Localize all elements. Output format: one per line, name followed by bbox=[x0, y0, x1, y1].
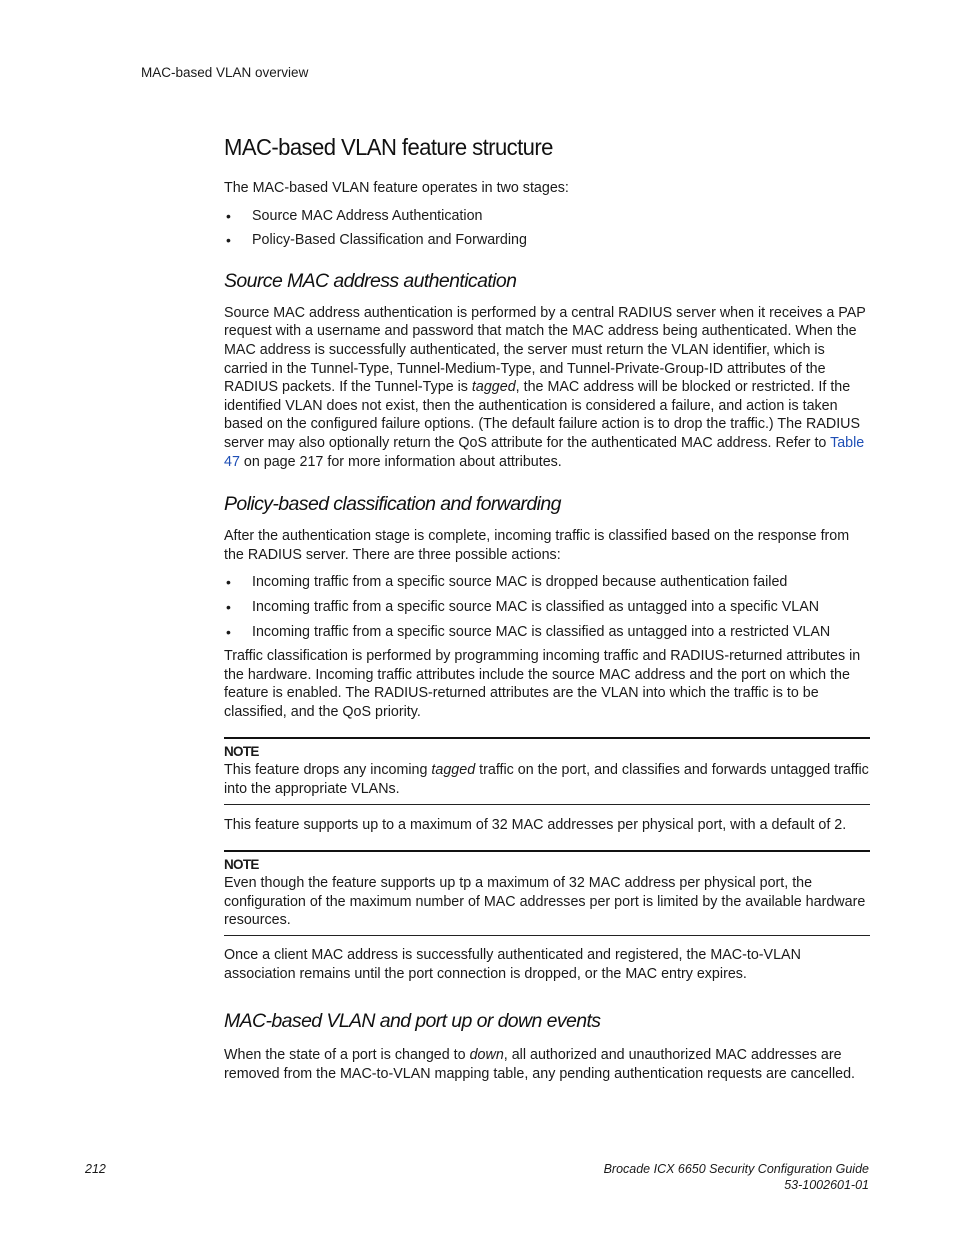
footer-info bbox=[604, 1162, 869, 1193]
events-text-emphasis: down bbox=[469, 1047, 504, 1064]
events-text-b: , all authorized and unauthorized MAC addresses are removed from the MAC-to-VLAN mapping table, any pending authentication requests are cancelled. bbox=[224, 1047, 856, 1082]
note-text bbox=[224, 761, 870, 798]
subsection-title-policy: Policy-based classification and forwarding bbox=[224, 493, 561, 516]
note-text-a: This feature drops any incoming bbox=[224, 762, 432, 779]
classification-paragraph: Traffic classification is performed by programming incoming traffic and RADIUS-returned attributes in the hardware. Incoming traffic attributes include the source MAC address and the port on which the feature is enabled. The RADIUS-returned attributes are the VLAN into which the traffic is to be classified, and the QoS priority. bbox=[224, 648, 861, 720]
note-text-emphasis: tagged bbox=[431, 762, 476, 779]
list-item: • Incoming traffic from a specific source MAC is dropped because authentication failed bbox=[224, 573, 870, 592]
note-box bbox=[224, 737, 870, 804]
subsection-title-auth: Source MAC address authentication bbox=[224, 269, 517, 292]
list-item: • Source MAC Address Authentication bbox=[224, 207, 870, 226]
running-header: MAC-based VLAN overview bbox=[141, 65, 309, 80]
events-paragraph bbox=[224, 1046, 870, 1083]
list-item: • Incoming traffic from a specific source MAC is classified as untagged into a restricted VLAN bbox=[224, 623, 870, 642]
actions-list bbox=[224, 573, 870, 641]
list-item: • Incoming traffic from a specific source MAC is classified as untagged into a specific VLAN bbox=[224, 598, 870, 617]
section-intro: The MAC-based VLAN feature operates in two stages: bbox=[224, 180, 569, 196]
section-title: MAC-based VLAN feature structure bbox=[224, 134, 553, 160]
note-box bbox=[224, 850, 870, 936]
page-content bbox=[224, 132, 870, 1083]
doc-number: 53-1002601-01 bbox=[784, 1177, 869, 1192]
note-text: Even though the feature supports up tp a maximum of 32 MAC address per physical port, the configuration of the maximum number of MAC addresses per port is limited by the available hardware resources. bbox=[224, 875, 866, 929]
list-item: • Policy-Based Classification and Forwarding bbox=[224, 231, 870, 250]
note-label: NOTE bbox=[224, 857, 259, 873]
note-text-b: traffic on the port, and classifies and forwards untagged traffic into the appropriate VLANs. bbox=[224, 762, 869, 798]
auth-paragraph bbox=[224, 304, 870, 471]
auth-text-b: , the MAC address will be blocked or restricted. If the identified VLAN does not exist, then the authentication is considered a failure, and action is taken based on the configured failure options. (The default failure action is to drop the traffic.) The RADIUS server may also optionally return the QoS attribute for the authenticated MAC address. Refer to bbox=[224, 379, 861, 451]
events-text-a: When the state of a port is changed to bbox=[224, 1047, 470, 1064]
guide-title: Brocade ICX 6650 Security Configuration Guide bbox=[603, 1162, 869, 1176]
auth-text-a: Source MAC address authentication is performed by a central RADIUS server when it receives a PAP request with a username and password that match the MAC address being authenticated. When the MAC address is successfully authenticated, the server must return the VLAN identifier, which is carried in the Tunnel-Type, Tunnel-Medium-Type, and Tunnel-Private-Group-ID attributes of the RADIUS packets. If the Tunnel-Type is bbox=[224, 304, 866, 396]
max-mac-paragraph: This feature supports up to a maximum of 32 MAC addresses per physical port, with a default of 2. bbox=[224, 816, 847, 833]
page-number: 212 bbox=[85, 1162, 106, 1176]
policy-intro: After the authentication stage is complete, incoming traffic is classified based on the response from the RADIUS server. There are three possible actions: bbox=[224, 528, 850, 563]
subsection-title-events: MAC-based VLAN and port up or down events bbox=[224, 1010, 601, 1033]
stages-list bbox=[224, 207, 870, 250]
registration-paragraph: Once a client MAC address is successfully authenticated and registered, the MAC-to-VLAN association remains until the port connection is dropped, or the MAC entry expires. bbox=[224, 947, 801, 982]
note-label: NOTE bbox=[224, 744, 259, 760]
table-47-link[interactable]: Table 47 bbox=[224, 434, 865, 470]
auth-text-emphasis: tagged bbox=[471, 379, 516, 396]
auth-text-c: on page 217 for more information about attributes. bbox=[239, 453, 562, 470]
